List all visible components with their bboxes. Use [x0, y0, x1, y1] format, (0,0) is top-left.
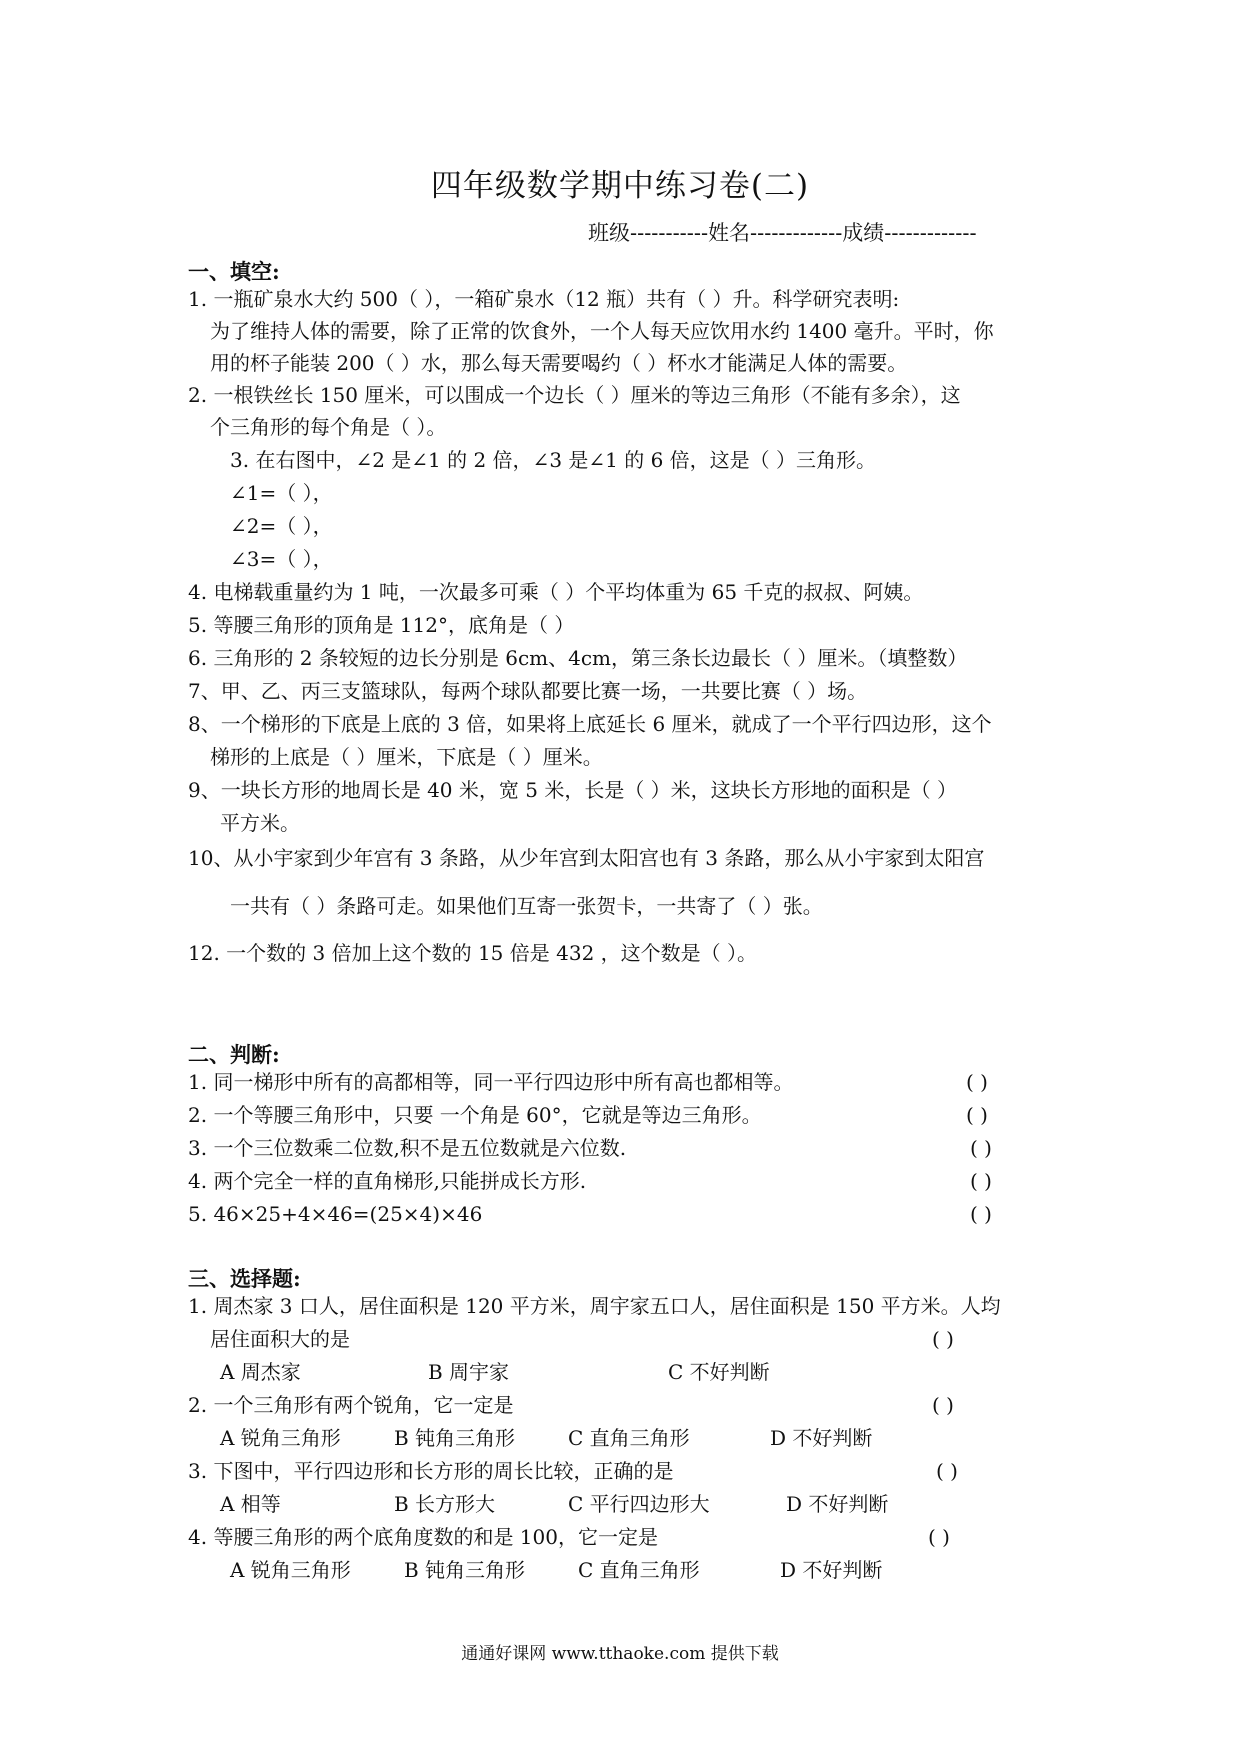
choice-q1-answer: ( )	[932, 1327, 954, 1351]
judge-q2-answer: ( )	[966, 1103, 988, 1127]
fill-q3-angle2: ∠2=（ ），	[230, 514, 333, 538]
choice-q2-option-c: C 直角三角形	[568, 1426, 690, 1450]
fill-q10-line2: 一共有（ ）条路可走。如果他们互寄一张贺卡，一共寄了（ ）张。	[230, 894, 823, 918]
choice-q2-option-b: B 钝角三角形	[394, 1426, 516, 1450]
judge-q1: 1. 同一梯形中所有的高都相等，同一平行四边形中所有高也都相等。	[188, 1070, 794, 1094]
choice-q3-option-b: B 长方形大	[394, 1492, 496, 1516]
choice-q2-answer: ( )	[932, 1393, 954, 1417]
page-title: 四年级数学期中练习卷(二)	[430, 168, 810, 204]
fill-q8-line1: 8、一个梯形的下底是上底的 3 倍，如果将上底延长 6 厘米，就成了一个平行四边形，这个	[188, 712, 992, 736]
judge-q5-answer: ( )	[970, 1202, 992, 1226]
fill-q3-angle3: ∠3=（ ），	[230, 547, 333, 571]
fill-q9-line1: 9、一块长方形的地周长是 40 米，宽 5 米，长是（ ）米，这块长方形地的面积是（ ）	[188, 778, 958, 802]
choice-q2-option-a: A 锐角三角形	[220, 1426, 341, 1450]
fill-q9-line2: 平方米。	[220, 811, 300, 835]
judge-q4: 4. 两个完全一样的直角梯形,只能拼成长方形.	[188, 1169, 587, 1193]
fill-q10-line1: 10、从小宇家到少年宫有 3 条路，从少年宫到太阳宫也有 3 条路，那么从小宇家到太阳宫	[188, 846, 985, 870]
choice-q2-option-d: D 不好判断	[770, 1426, 873, 1450]
fill-q1-line3: 用的杯子能装 200（ ）水，那么每天需要喝约（ ）杯水才能满足人体的需要。	[210, 351, 908, 375]
fill-q4: 4. 电梯载重量约为 1 吨，一次最多可乘（ ）个平均体重为 65 千克的叔叔、阿姨。	[188, 580, 924, 604]
fill-q2-line1: 2. 一根铁丝长 150 厘米，可以围成一个边长（ ）厘米的等边三角形（不能有多余），这	[188, 383, 961, 407]
choice-q3: 3. 下图中，平行四边形和长方形的周长比较，正确的是	[188, 1459, 674, 1483]
choice-q3-option-c: C 平行四边形大	[568, 1492, 710, 1516]
choice-q4-option-c: C 直角三角形	[578, 1558, 700, 1582]
section-2-heading: 二、判断:	[188, 1042, 280, 1067]
choice-q4-answer: ( )	[928, 1525, 950, 1549]
fill-q1-line2: 为了维持人体的需要，除了正常的饮食外，一个人每天应饮用水约 1400 毫升。平时，你	[210, 319, 994, 343]
choice-q4: 4. 等腰三角形的两个底角度数的和是 100，它一定是	[188, 1525, 658, 1549]
choice-q3-option-d: D 不好判断	[786, 1492, 889, 1516]
fill-q7: 7、甲、乙、丙三支篮球队，每两个球队都要比赛一场，一共要比赛（ ）场。	[188, 679, 868, 703]
footer-source: 通通好课网 www.tthaoke.com 提供下载	[461, 1644, 779, 1664]
choice-q4-option-d: D 不好判断	[780, 1558, 883, 1582]
section-3-heading: 三、选择题:	[188, 1266, 301, 1291]
fill-q1-line1: 1. 一瓶矿泉水大约 500（ ），一箱矿泉水（12 瓶）共有（ ）升。科学研究表明:	[188, 287, 900, 311]
choice-q3-answer: ( )	[936, 1459, 958, 1483]
fill-q8-line2: 梯形的上底是（ ）厘米，下底是（ ）厘米。	[210, 745, 603, 769]
choice-q1-option-c: C 不好判断	[668, 1360, 770, 1384]
choice-q1-line2: 居住面积大的是	[210, 1327, 350, 1351]
fill-q2-line2: 个三角形的每个角是（ ）。	[210, 415, 447, 439]
judge-q4-answer: ( )	[970, 1169, 992, 1193]
choice-q1-option-a: A 周杰家	[220, 1360, 301, 1384]
choice-q1-option-b: B 周宇家	[428, 1360, 510, 1384]
fill-q6: 6. 三角形的 2 条较短的边长分别是 6cm、4cm，第三条长边最长（ ）厘米。（填整数）	[188, 646, 968, 670]
student-info-line: 班级-----------姓名-------------成绩-------------	[588, 221, 977, 245]
judge-q3: 3. 一个三位数乘二位数,积不是五位数就是六位数.	[188, 1136, 627, 1160]
judge-q3-answer: ( )	[970, 1136, 992, 1160]
choice-q3-option-a: A 相等	[220, 1492, 281, 1516]
fill-q5: 5. 等腰三角形的顶角是 112°，底角是（ ）	[188, 613, 575, 637]
section-1-heading: 一、填空:	[188, 259, 280, 284]
fill-q12: 12. 一个数的 3 倍加上这个数的 15 倍是 432 ，这个数是（ ）。	[188, 941, 758, 965]
choice-q4-option-b: B 钝角三角形	[404, 1558, 526, 1582]
fill-q3-angle1: ∠1=（ ），	[230, 481, 333, 505]
choice-q1-line1: 1. 周杰家 3 口人，居住面积是 120 平方米，周宇家五口人，居住面积是 150 平方米。人均	[188, 1294, 1001, 1318]
choice-q4-option-a: A 锐角三角形	[230, 1558, 351, 1582]
fill-q3-line1: 3. 在右图中，∠2 是∠1 的 2 倍，∠3 是∠1 的 6 倍，这是（ ）三角形。	[230, 448, 877, 472]
judge-q2: 2. 一个等腰三角形中，只要 一个角是 60°，它就是等边三角形。	[188, 1103, 762, 1127]
judge-q5: 5. 46×25+4×46=(25×4)×46	[188, 1202, 483, 1226]
judge-q1-answer: ( )	[966, 1070, 988, 1094]
choice-q2: 2. 一个三角形有两个锐角，它一定是	[188, 1393, 514, 1417]
